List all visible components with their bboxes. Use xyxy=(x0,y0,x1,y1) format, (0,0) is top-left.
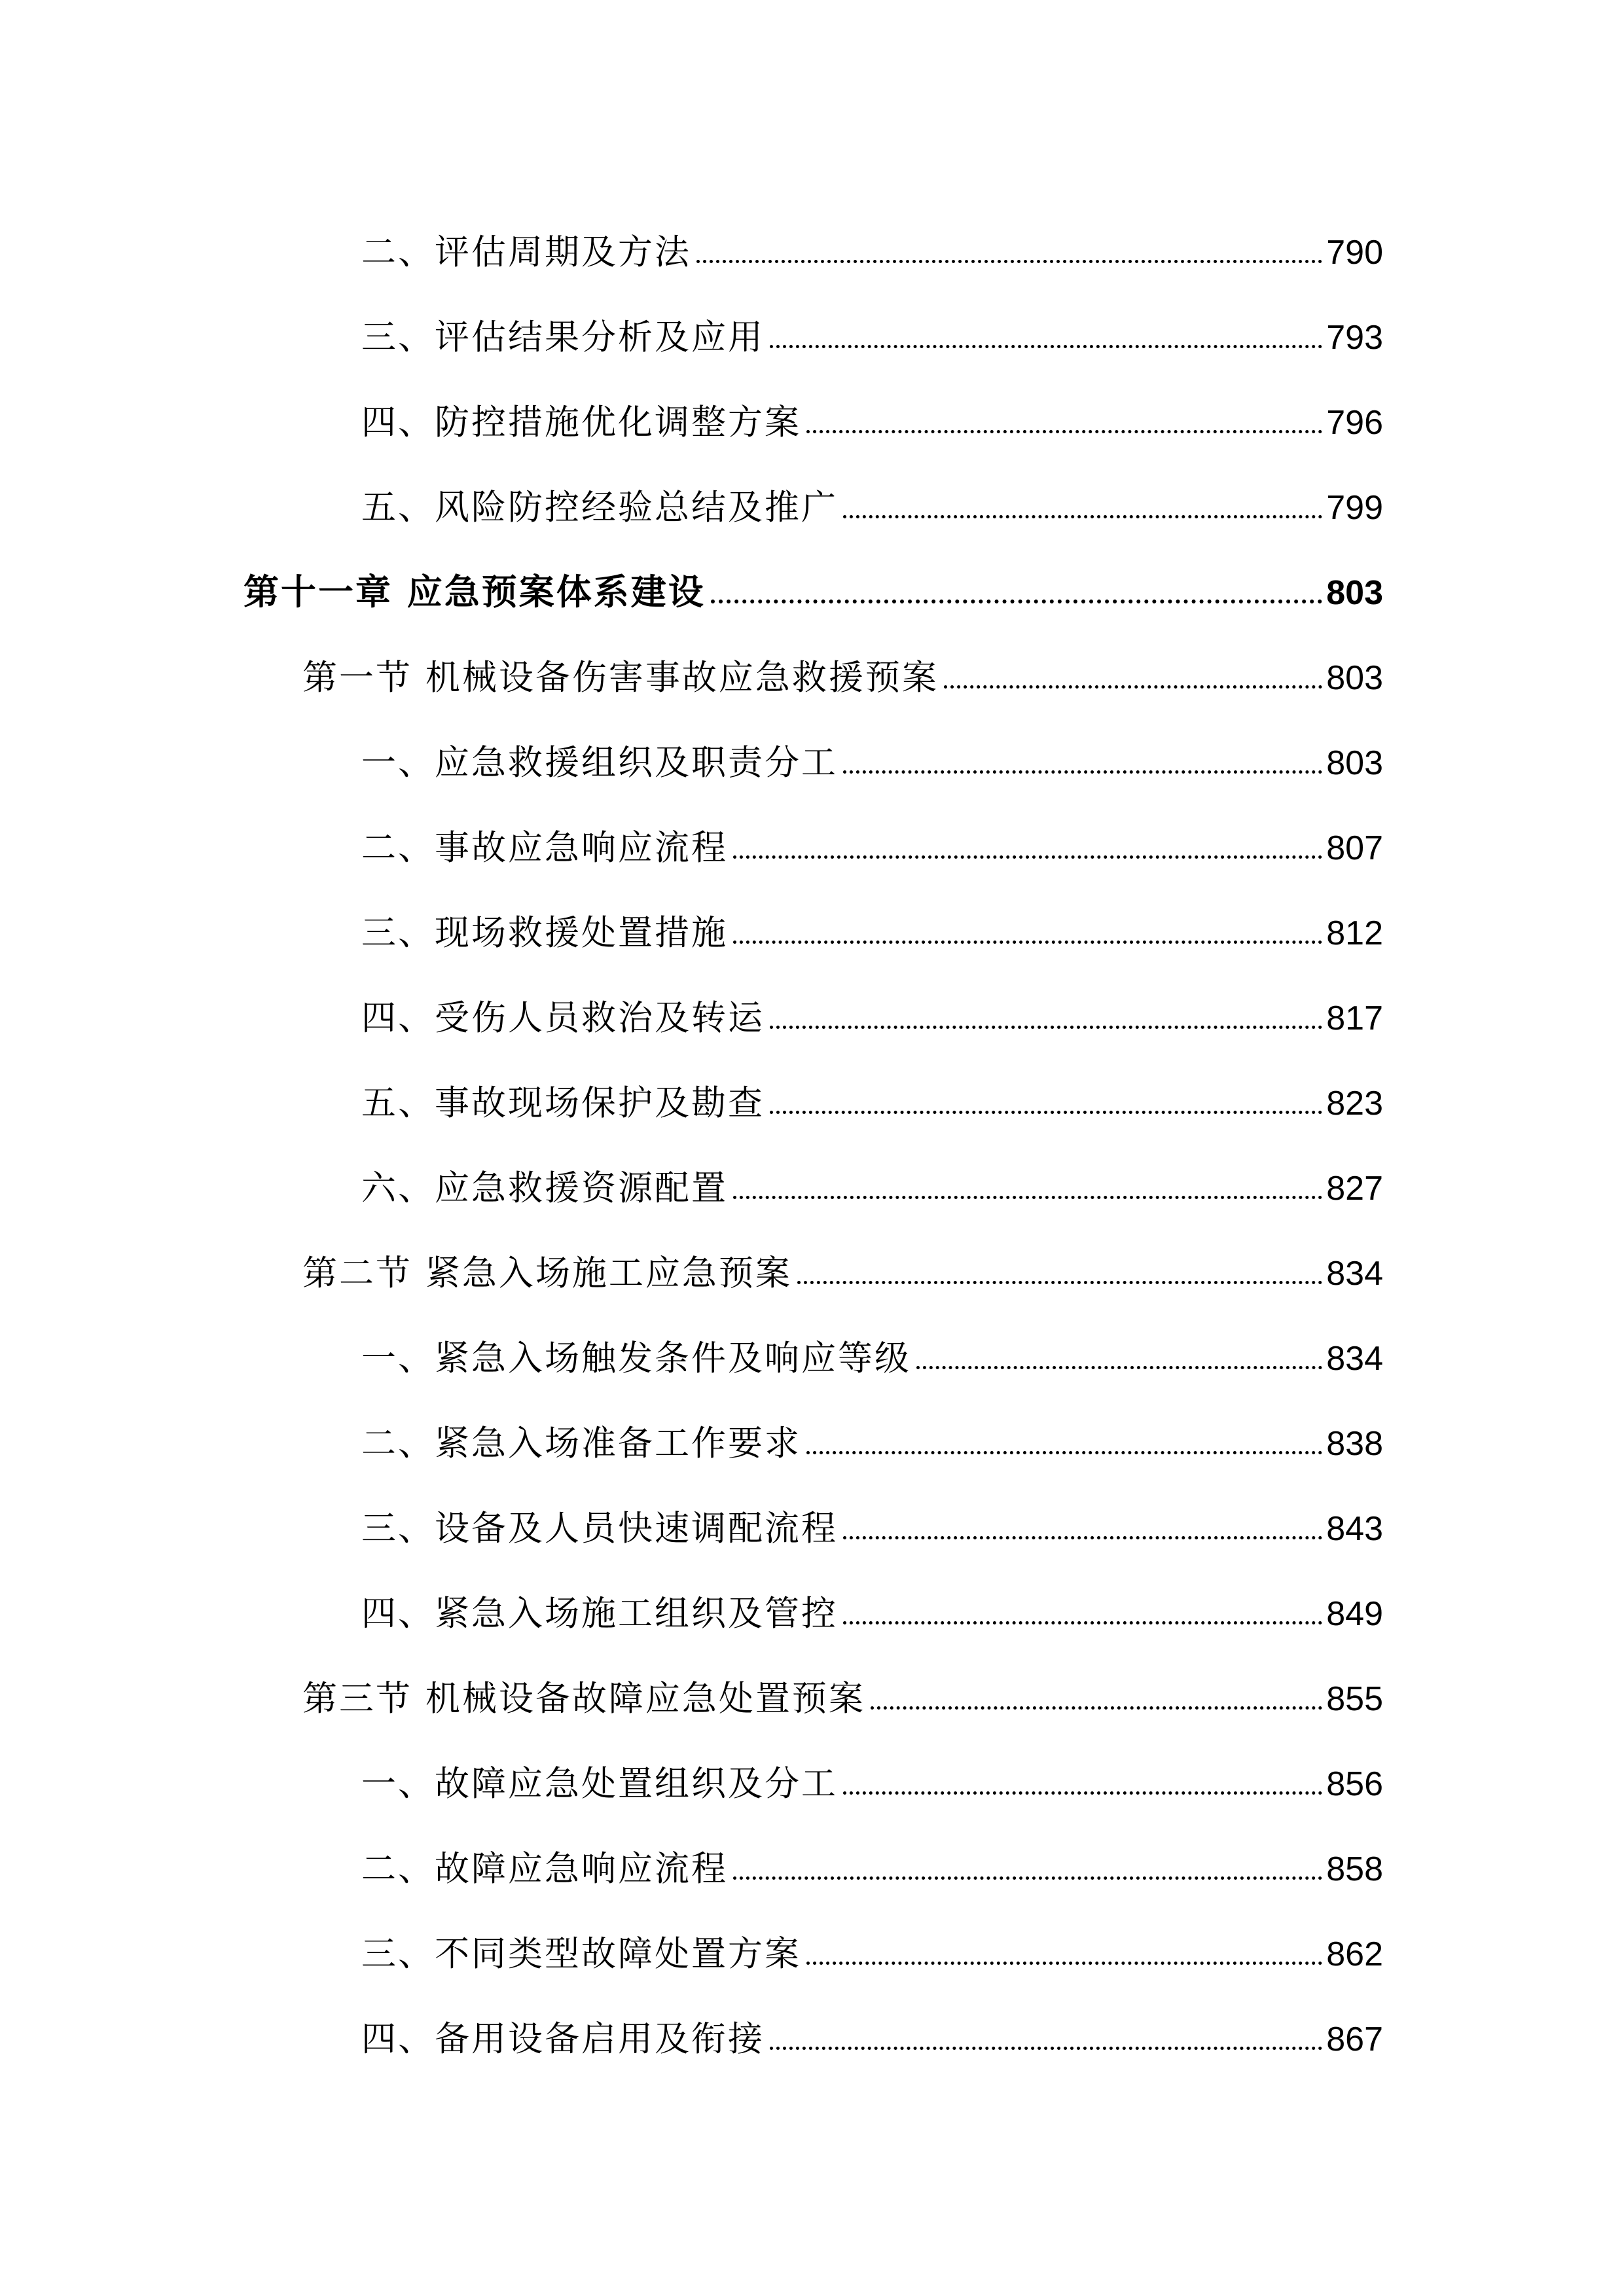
toc-entry-title: 第十一章 应急预案体系建设 xyxy=(244,571,706,613)
toc-entry[interactable] xyxy=(361,459,1383,528)
dot-leader xyxy=(770,1026,1322,1029)
toc-entry-title: 第一节 机械设备伤害事故应急救援预案 xyxy=(302,658,939,698)
dot-leader xyxy=(843,1536,1322,1539)
dot-leader xyxy=(733,1876,1322,1880)
toc-section-entry[interactable] xyxy=(302,630,1383,698)
dot-leader xyxy=(843,1791,1322,1795)
dot-leader xyxy=(806,1962,1322,1965)
toc-entry-page: 817 xyxy=(1326,999,1383,1037)
toc-section-entry[interactable] xyxy=(302,1225,1383,1291)
dot-leader xyxy=(770,1111,1322,1114)
toc-entry-page: 838 xyxy=(1326,1425,1383,1463)
toc-entry-title: 五、事故现场保护及勘查 xyxy=(361,1083,765,1123)
dot-leader xyxy=(733,855,1322,859)
toc-entry-page: 803 xyxy=(1326,659,1383,697)
toc-entry-page: 812 xyxy=(1326,914,1383,952)
toc-entry-title: 三、评估结果分析及应用 xyxy=(361,317,765,357)
toc-entry-title: 四、紧急入场施工组织及管控 xyxy=(361,1594,838,1634)
toc-entry-title: 二、紧急入场准备工作要求 xyxy=(361,1424,801,1463)
toc-entry-page: 855 xyxy=(1326,1680,1383,1718)
toc-entry-title: 四、防控措施优化调整方案 xyxy=(361,403,801,442)
toc-entry-page: 790 xyxy=(1326,234,1383,272)
toc-entry[interactable] xyxy=(361,1821,1383,1889)
toc-entry[interactable] xyxy=(361,1906,1383,1974)
toc-entry-title: 一、故障应急处置组织及分工 xyxy=(361,1764,838,1804)
toc-entry[interactable] xyxy=(361,715,1383,783)
dot-leader xyxy=(944,685,1322,689)
toc-entry[interactable] xyxy=(361,1566,1383,1634)
dot-leader xyxy=(733,1196,1322,1199)
dot-leader xyxy=(770,345,1322,348)
toc-entry-title: 二、事故应急响应流程 xyxy=(361,828,728,868)
toc-entry-title: 三、不同类型故障处置方案 xyxy=(361,1934,801,1974)
toc-entry-page: 856 xyxy=(1326,1765,1383,1803)
toc-entry[interactable] xyxy=(361,1140,1383,1206)
toc-entry[interactable] xyxy=(361,800,1383,868)
toc-entry-page: 849 xyxy=(1326,1595,1383,1633)
toc-entry-page: 796 xyxy=(1326,404,1383,442)
toc-entry[interactable] xyxy=(361,1055,1383,1121)
dot-leader xyxy=(871,1706,1322,1710)
dot-leader xyxy=(806,1451,1322,1454)
toc-entry-title: 一、紧急入场触发条件及响应等级 xyxy=(361,1338,911,1378)
toc-entry[interactable] xyxy=(361,1480,1383,1549)
toc-entry-title: 二、评估周期及方法 xyxy=(361,232,691,272)
toc-section-entry[interactable] xyxy=(302,1651,1383,1719)
dot-leader xyxy=(696,260,1322,263)
toc-entry-title: 三、设备及人员快速调配流程 xyxy=(361,1509,838,1549)
dot-leader xyxy=(843,515,1322,518)
toc-entry-title: 六、应急救援资源配置 xyxy=(361,1168,728,1208)
toc-entry-title: 一、应急救援组织及职责分工 xyxy=(361,743,838,783)
toc-entry[interactable] xyxy=(361,1310,1383,1376)
dot-leader xyxy=(733,941,1322,944)
toc-entry-page: 803 xyxy=(1326,574,1383,612)
toc-entry-title: 五、风险防控经验总结及推广 xyxy=(361,488,838,528)
toc-entry-title: 第二节 紧急入场施工应急预案 xyxy=(302,1253,792,1293)
toc-chapter-entry[interactable] xyxy=(244,545,1383,613)
toc-entry[interactable] xyxy=(361,1395,1383,1461)
dot-leader xyxy=(806,430,1322,433)
toc-entry-page: 823 xyxy=(1326,1085,1383,1122)
toc-entry-page: 858 xyxy=(1326,1850,1383,1888)
toc-entry-page: 843 xyxy=(1326,1510,1383,1548)
toc-entry[interactable] xyxy=(361,289,1383,355)
toc-entry-page: 862 xyxy=(1326,1935,1383,1973)
toc-entry[interactable] xyxy=(361,885,1383,953)
toc-entry-page: 827 xyxy=(1326,1170,1383,1208)
dot-leader xyxy=(797,1281,1322,1284)
toc-entry[interactable] xyxy=(361,374,1383,440)
toc-entry-title: 四、备用设备启用及衔接 xyxy=(361,2019,765,2059)
dot-leader xyxy=(843,770,1322,774)
toc-entry[interactable] xyxy=(361,970,1383,1038)
toc-entry-title: 四、受伤人员救治及转运 xyxy=(361,998,765,1038)
toc-entry-page: 793 xyxy=(1326,319,1383,357)
toc-entry-page: 834 xyxy=(1326,1255,1383,1293)
toc-entry-page: 807 xyxy=(1326,829,1383,867)
toc-entry[interactable] xyxy=(361,204,1383,270)
toc-entry-title: 第三节 机械设备故障应急处置预案 xyxy=(302,1679,865,1719)
toc-entry-page: 834 xyxy=(1326,1340,1383,1378)
toc-entry-page: 799 xyxy=(1326,489,1383,527)
dot-leader xyxy=(916,1366,1322,1369)
toc-entry-page: 803 xyxy=(1326,744,1383,782)
dot-leader xyxy=(711,600,1322,603)
toc-entry[interactable] xyxy=(361,1736,1383,1804)
toc-entry-title: 二、故障应急响应流程 xyxy=(361,1849,728,1889)
toc-entry[interactable] xyxy=(361,1991,1383,2059)
dot-leader xyxy=(770,2047,1322,2050)
dot-leader xyxy=(843,1621,1322,1624)
toc-entry-page: 867 xyxy=(1326,2020,1383,2058)
toc-entry-title: 三、现场救援处置措施 xyxy=(361,913,728,953)
